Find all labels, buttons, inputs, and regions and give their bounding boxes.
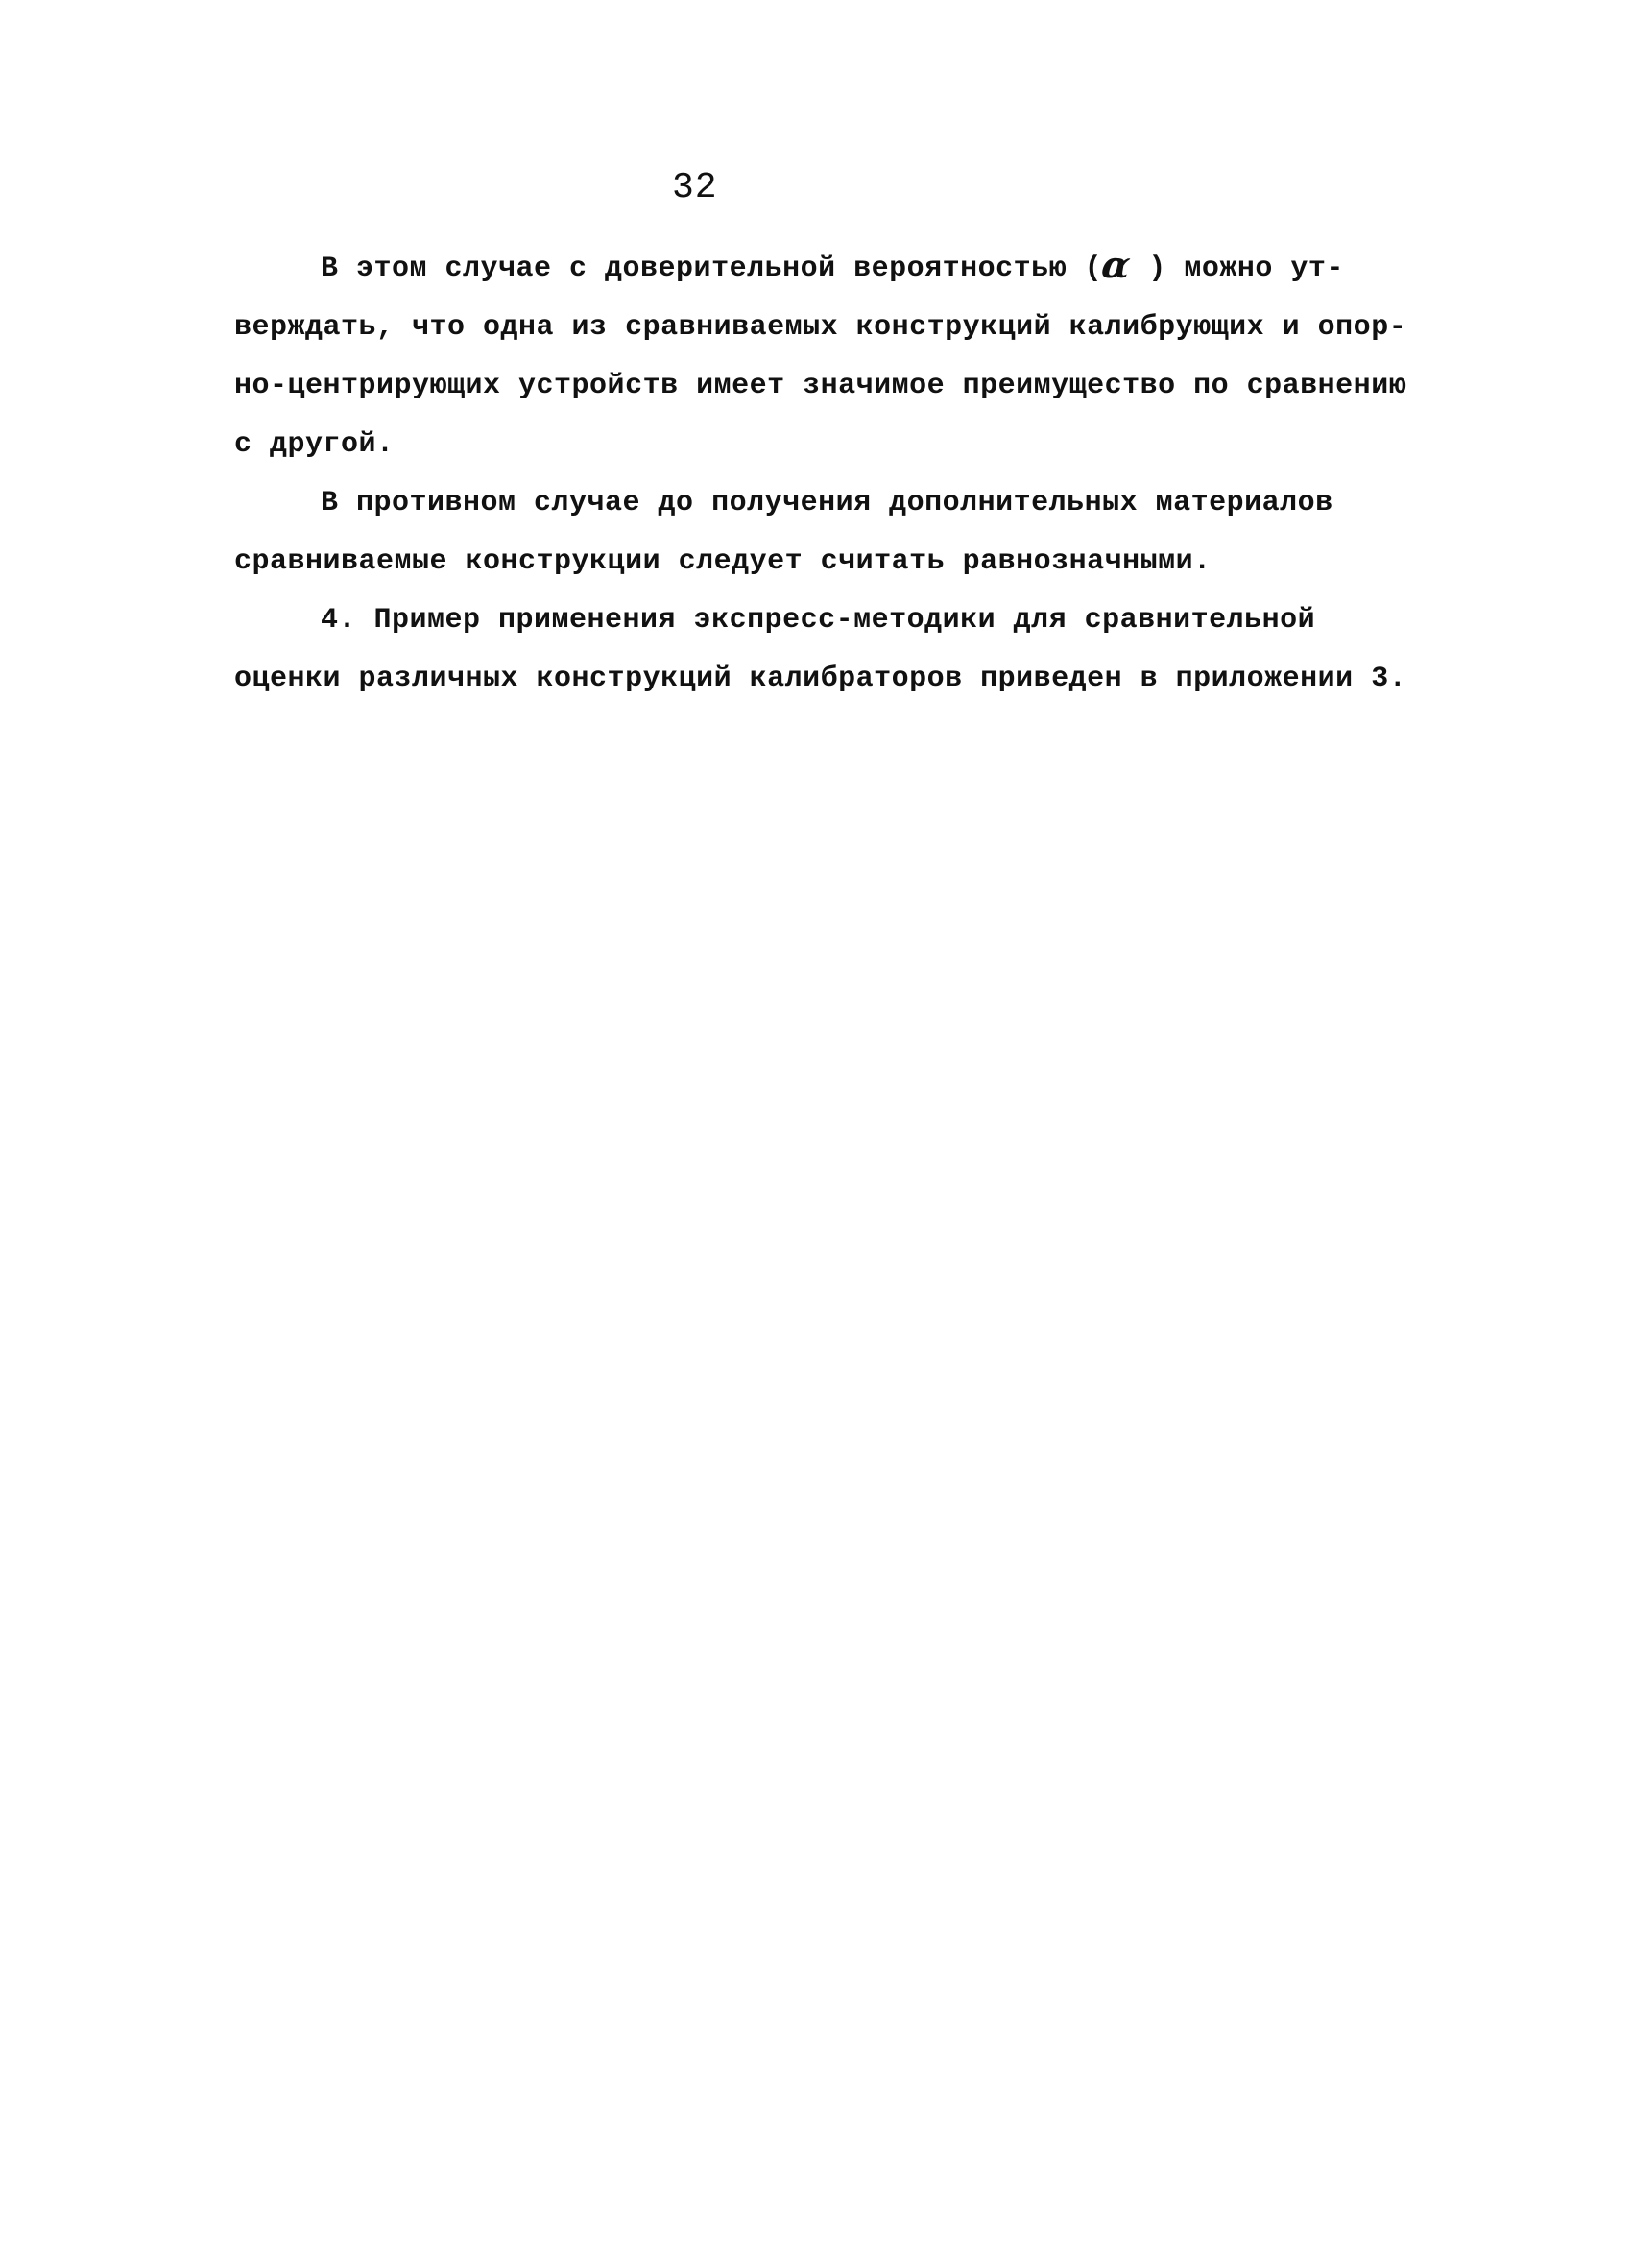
- alpha-symbol: α: [1099, 243, 1135, 286]
- text-fragment: ) можно ут-: [1130, 253, 1344, 285]
- text-line: оценки различных конструкций калибраторов приведен в приложении 3.: [234, 663, 1407, 695]
- text-line: с другой.: [234, 428, 395, 461]
- text-line: В противном случае до получения дополнительных материалов: [321, 487, 1333, 519]
- text-line: но-центрирующих устройств имеет значимое преимущество по сравнению: [234, 370, 1407, 402]
- paragraph-confidence: [234, 240, 1415, 474]
- text-line: сравниваемые конструкции следует считать равнозначными.: [234, 545, 1212, 578]
- text-line: верждать, что одна из сравниваемых конструкций калибрующих и опор-: [234, 311, 1407, 344]
- paragraph-otherwise: [234, 474, 1415, 591]
- text-line: [234, 240, 1415, 299]
- paragraph-example: [234, 591, 1415, 709]
- page-number: 32: [672, 167, 718, 208]
- text-line: 4. Пример применения экспресс-методики для сравнительной: [321, 604, 1316, 637]
- text-fragment: В этом случае с доверительной вероятностью (: [321, 253, 1103, 285]
- body-text: [234, 240, 1415, 709]
